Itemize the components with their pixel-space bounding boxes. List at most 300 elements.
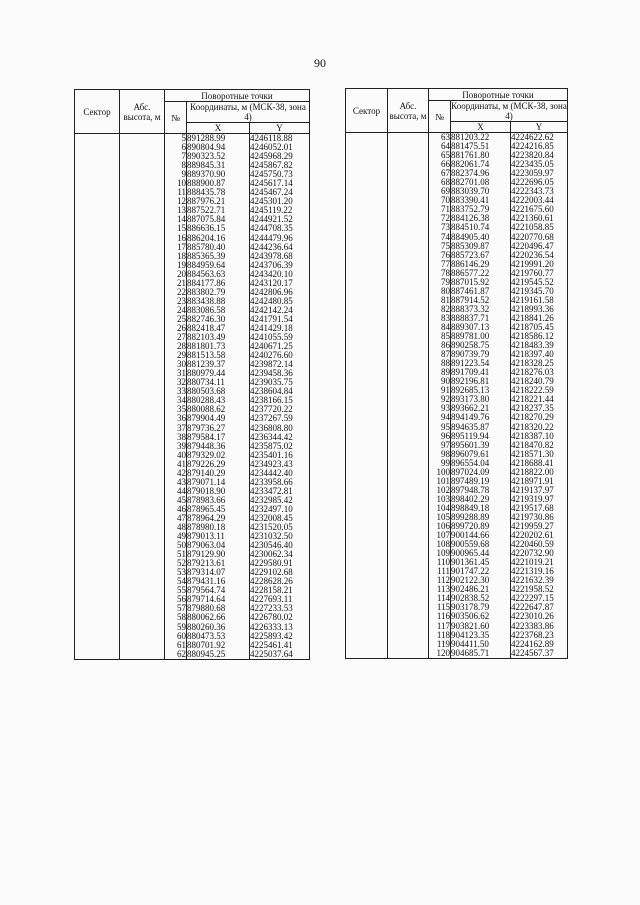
point-number: 41 <box>177 458 186 469</box>
y-value: 4218240.79 <box>511 376 554 387</box>
point-number: 33 <box>177 386 186 397</box>
x-value: 883390.41 <box>451 195 490 206</box>
point-number: 26 <box>177 322 186 333</box>
point-number: 72 <box>441 213 450 224</box>
x-value: 886577.22 <box>451 267 490 278</box>
x-value: 880979.44 <box>187 368 226 379</box>
y-value: 4226780.02 <box>250 612 293 623</box>
y-value: 4218328.25 <box>511 358 554 369</box>
point-number: 35 <box>177 404 186 415</box>
point-number: 34 <box>177 395 186 406</box>
y-value: 4227233.53 <box>250 603 293 614</box>
header-coordinates: Координаты, м (МСК-38, зона 4) <box>187 102 310 123</box>
header-number: № <box>165 102 187 134</box>
x-value: 884905.40 <box>451 231 490 242</box>
y-value: 4236808.80 <box>250 422 293 433</box>
y-value: 4238166.15 <box>250 395 293 406</box>
x-value: 892685.13 <box>451 385 490 396</box>
x-value: 879714.64 <box>187 594 226 605</box>
x-value: 885309.87 <box>451 240 490 251</box>
y-value: 4222647.87 <box>511 602 554 613</box>
y-value: 4241791.54 <box>250 313 293 324</box>
y-value: 4220460.59 <box>511 539 554 550</box>
x-value: 891288.99 <box>187 133 226 143</box>
x-value: 880473.53 <box>187 630 226 641</box>
point-number: 58 <box>177 612 186 623</box>
x-value: 879584.17 <box>187 431 226 442</box>
point-number: 22 <box>177 286 186 297</box>
y-value: 4218483.39 <box>511 340 554 351</box>
x-value: 902122.30 <box>451 575 490 586</box>
y-value: 4245750.73 <box>250 169 293 180</box>
point-number: 103 <box>436 493 450 504</box>
x-value: 881801.73 <box>187 341 226 352</box>
y-value: 4219545.52 <box>511 276 554 287</box>
point-number: 5 <box>181 133 186 143</box>
y-value: 4218470.82 <box>511 439 554 450</box>
x-value: 900144.66 <box>451 530 490 541</box>
point-number: 20 <box>177 268 186 279</box>
x-value: 885365.39 <box>187 250 226 261</box>
x-value: 902838.52 <box>451 593 490 604</box>
point-number: 32 <box>177 377 186 388</box>
y-value: 4224567.37 <box>511 647 554 658</box>
point-number: 60 <box>177 630 186 641</box>
sector-cell <box>75 134 120 660</box>
y-value: 4223435.05 <box>511 159 554 170</box>
y-value: 4231032.50 <box>250 531 293 542</box>
y-value: 4219517.68 <box>511 502 554 513</box>
x-value: 882061.74 <box>451 159 490 170</box>
y-value: 4219319.97 <box>511 493 554 504</box>
point-number: 102 <box>436 484 450 495</box>
point-number: 98 <box>441 448 450 459</box>
x-value: 890258.75 <box>451 340 490 351</box>
y-value: 4244236.64 <box>250 241 293 252</box>
point-number: 14 <box>177 214 186 225</box>
point-number: 90 <box>441 376 450 387</box>
x-value: 900965.44 <box>451 548 490 559</box>
y-value: 4220496.47 <box>511 240 554 251</box>
abs-height-cell <box>388 133 429 659</box>
y-value: 4244921.52 <box>250 214 293 225</box>
y-value: 4220202.61 <box>511 530 554 541</box>
y-value: 4222003.44 <box>511 195 554 206</box>
y-value: 4223010.26 <box>511 611 554 622</box>
x-value: 884177.86 <box>187 277 226 288</box>
y-value: 4221058.85 <box>511 222 554 233</box>
x-value: 889781.00 <box>451 331 490 342</box>
point-number: 97 <box>441 439 450 450</box>
y-value: 4224622.62 <box>511 132 554 142</box>
x-value: 879063.04 <box>187 540 226 551</box>
point-number: 59 <box>177 621 186 632</box>
y-value: 4230546.40 <box>250 540 293 551</box>
y-value: 4219730.86 <box>511 511 554 522</box>
x-value: 902486.21 <box>451 584 490 595</box>
x-value: 892196.81 <box>451 376 490 387</box>
y-value: 4218993.36 <box>511 303 554 314</box>
x-coordinate-list <box>451 133 510 658</box>
x-value: 886636.15 <box>187 223 226 234</box>
y-value: 4241055.59 <box>250 332 293 343</box>
point-number: 61 <box>177 639 186 650</box>
point-number: 99 <box>441 457 450 468</box>
y-value: 4218705.45 <box>511 321 554 332</box>
x-value: 886146.29 <box>451 258 490 269</box>
point-number: 91 <box>441 385 450 396</box>
y-value: 4237267.59 <box>250 413 293 424</box>
point-number-list <box>429 133 450 658</box>
x-value: 885780.40 <box>187 241 226 252</box>
y-value: 4245301.20 <box>250 196 293 207</box>
y-value: 4243978.68 <box>250 250 293 261</box>
x-coordinate-list <box>187 134 249 659</box>
point-number: 37 <box>177 422 186 433</box>
x-value: 881239.37 <box>187 359 226 370</box>
y-value: 4232497.10 <box>250 503 293 514</box>
x-value: 882374.96 <box>451 168 490 179</box>
point-number: 83 <box>441 312 450 323</box>
point-number: 36 <box>177 413 186 424</box>
x-value: 887461.87 <box>451 285 490 296</box>
y-coordinate-list <box>250 134 309 659</box>
x-value: 893662.21 <box>451 403 490 414</box>
point-number: 66 <box>441 159 450 170</box>
point-number: 114 <box>436 593 450 604</box>
point-number: 111 <box>437 566 450 577</box>
header-y: Y <box>250 123 310 134</box>
point-number: 31 <box>177 368 186 379</box>
x-value: 901361.45 <box>451 557 490 568</box>
x-value: 879448.36 <box>187 440 226 451</box>
y-value: 4219137.97 <box>511 484 554 495</box>
y-value: 4222343.73 <box>511 186 554 197</box>
x-value: 880088.62 <box>187 404 226 415</box>
x-value: 879213.61 <box>187 558 226 569</box>
x-value: 889307.13 <box>451 321 490 332</box>
point-number: 113 <box>436 584 450 595</box>
header-abs-height: Абс. высота, м <box>120 90 165 134</box>
point-number: 51 <box>177 549 186 560</box>
point-number: 84 <box>441 321 450 332</box>
point-number: 43 <box>177 476 186 487</box>
point-number: 92 <box>441 394 450 405</box>
y-value: 4218320.22 <box>511 421 554 432</box>
page-number: 90 <box>314 56 326 70</box>
y-value: 4221632.39 <box>511 575 554 586</box>
x-value: 897489.19 <box>451 475 490 486</box>
x-value: 894149.76 <box>451 412 490 423</box>
point-number: 89 <box>441 367 450 378</box>
point-number: 69 <box>441 186 450 197</box>
y-value: 4221958.52 <box>511 584 554 595</box>
sector-cell <box>346 133 388 659</box>
point-number: 87 <box>441 349 450 360</box>
point-number: 15 <box>177 223 186 234</box>
point-number: 76 <box>441 249 450 260</box>
y-value: 4220770.68 <box>511 231 554 242</box>
point-number: 9 <box>181 169 186 180</box>
x-value: 879329.02 <box>187 449 226 460</box>
point-number: 80 <box>441 285 450 296</box>
x-value: 890739.79 <box>451 349 490 360</box>
x-value: 882418.47 <box>187 322 226 333</box>
point-number: 10 <box>177 178 186 189</box>
x-value: 880260.36 <box>187 621 226 632</box>
x-value: 888900.87 <box>187 178 226 189</box>
point-number: 100 <box>436 466 450 477</box>
x-value: 904685.71 <box>451 647 490 658</box>
x-value: 883039.70 <box>451 186 490 197</box>
point-number: 63 <box>441 132 450 142</box>
abs-height-cell <box>120 134 165 660</box>
point-number: 55 <box>177 585 186 596</box>
point-number: 82 <box>441 303 450 314</box>
x-value: 900559.68 <box>451 539 490 550</box>
point-number: 118 <box>436 629 450 640</box>
y-value: 4245119.22 <box>250 205 293 216</box>
x-value: 879904.49 <box>187 413 226 424</box>
x-value: 880288.43 <box>187 395 226 406</box>
point-number: 50 <box>177 540 186 551</box>
x-value: 884126.38 <box>451 213 490 224</box>
point-number: 70 <box>441 195 450 206</box>
y-value: 4219959.27 <box>511 521 554 532</box>
x-value: 880734.11 <box>187 377 225 388</box>
point-number: 48 <box>177 522 186 533</box>
y-value: 4225461.41 <box>250 639 293 650</box>
point-number: 44 <box>177 485 186 496</box>
header-coordinates: Координаты, м (МСК-38, зона 4) <box>451 101 567 121</box>
point-number: 79 <box>441 276 450 287</box>
point-number: 25 <box>177 313 186 324</box>
y-value: 4240671.25 <box>250 341 293 352</box>
y-value: 4218222.59 <box>511 385 554 396</box>
y-value: 4221360.61 <box>511 213 554 224</box>
y-value: 4244479.96 <box>250 232 293 243</box>
point-number: 38 <box>177 431 186 442</box>
point-number: 19 <box>177 259 186 270</box>
y-value: 4233958.66 <box>250 476 293 487</box>
y-value: 4221019.21 <box>511 557 554 568</box>
y-value: 4230062.34 <box>250 549 293 560</box>
x-value: 881513.58 <box>187 350 226 361</box>
y-value: 4219161.58 <box>511 294 554 305</box>
y-value: 4243706.39 <box>250 259 293 270</box>
point-number: 88 <box>441 358 450 369</box>
y-value: 4245467.24 <box>250 187 293 198</box>
header-sector: Сектор <box>75 90 120 134</box>
x-value: 893173.80 <box>451 394 490 405</box>
point-number: 28 <box>177 341 186 352</box>
y-value: 4220732.90 <box>511 548 554 559</box>
y-value: 4219760.77 <box>511 267 554 278</box>
x-value: 894635.87 <box>451 421 490 432</box>
y-value: 4224216.85 <box>511 141 554 152</box>
y-value: 4238604.84 <box>250 386 293 397</box>
point-number: 106 <box>436 521 450 532</box>
y-value: 4224162.89 <box>511 638 554 649</box>
point-number: 57 <box>177 603 186 614</box>
coordinates-table-left <box>74 89 310 660</box>
x-value: 884510.74 <box>451 222 490 233</box>
x-value: 879736.27 <box>187 422 226 433</box>
x-value: 884563.63 <box>187 268 226 279</box>
point-number: 71 <box>441 204 450 215</box>
point-number: 49 <box>177 531 186 542</box>
point-number: 64 <box>441 141 450 152</box>
header-turning-points: Поворотные точки <box>165 90 310 102</box>
y-value: 4245968.29 <box>250 151 293 162</box>
y-value: 4218387.10 <box>511 430 554 441</box>
point-number: 27 <box>177 332 186 343</box>
header-turning-points: Поворотные точки <box>429 89 568 101</box>
x-value: 878980.18 <box>187 522 226 533</box>
x-value: 883752.79 <box>451 204 490 215</box>
point-number: 7 <box>181 151 186 162</box>
x-value: 891709.41 <box>451 367 490 378</box>
x-value: 888373.32 <box>451 303 490 314</box>
x-value: 903821.60 <box>451 620 490 631</box>
y-value: 4242480.85 <box>250 295 293 306</box>
y-value: 4241429.18 <box>250 322 293 333</box>
x-value: 879564.74 <box>187 585 226 596</box>
y-value: 4229102.68 <box>250 567 293 578</box>
point-number: 65 <box>441 150 450 161</box>
y-value: 4245617.14 <box>250 178 293 189</box>
point-number: 67 <box>441 168 450 179</box>
y-value: 4223820.84 <box>511 150 554 161</box>
point-number: 110 <box>436 557 450 568</box>
x-value: 897024.09 <box>451 466 490 477</box>
y-value: 4219345.70 <box>511 285 554 296</box>
header-sector: Сектор <box>346 89 388 133</box>
y-value: 4239872.14 <box>250 359 293 370</box>
point-number: 120 <box>436 647 450 658</box>
point-number-list <box>165 134 186 659</box>
y-value: 4232985.42 <box>250 494 293 505</box>
x-value: 898849.18 <box>451 502 490 513</box>
y-value: 4235875.02 <box>250 440 293 451</box>
point-number: 42 <box>177 467 186 478</box>
point-number: 21 <box>177 277 186 288</box>
y-value: 4218586.12 <box>511 331 554 342</box>
point-number: 73 <box>441 222 450 233</box>
point-number: 93 <box>441 403 450 414</box>
y-value: 4236344.42 <box>250 431 293 442</box>
x-value: 895119.94 <box>451 430 489 441</box>
y-value: 4234923.43 <box>250 458 293 469</box>
x-value: 883802.79 <box>187 286 226 297</box>
x-value: 899720.89 <box>451 521 490 532</box>
point-number: 39 <box>177 440 186 451</box>
x-value: 901747.22 <box>451 566 490 577</box>
x-value: 890323.52 <box>187 151 226 162</box>
point-number: 53 <box>177 567 186 578</box>
x-value: 890804.94 <box>187 142 226 153</box>
x-value: 881761.80 <box>451 150 490 161</box>
point-number: 46 <box>177 503 186 514</box>
coordinates-table-right <box>345 88 568 659</box>
x-value: 889370.90 <box>187 169 226 180</box>
point-number: 16 <box>177 232 186 243</box>
y-value: 4218221.44 <box>511 394 554 405</box>
point-number: 112 <box>436 575 450 586</box>
y-value: 4220236.54 <box>511 249 554 260</box>
x-value: 898402.29 <box>451 493 490 504</box>
y-value: 4231520.05 <box>250 522 293 533</box>
x-value: 888837.71 <box>451 312 490 323</box>
point-number: 62 <box>177 648 186 659</box>
x-value: 897948.78 <box>451 484 490 495</box>
header-y: Y <box>511 122 568 133</box>
point-number: 17 <box>177 241 186 252</box>
x-value: 882103.49 <box>187 332 226 343</box>
point-number: 29 <box>177 350 186 361</box>
y-value: 4218571.30 <box>511 448 554 459</box>
x-value: 899288.89 <box>451 511 490 522</box>
x-value: 885723.67 <box>451 249 490 260</box>
point-number: 11 <box>177 187 186 198</box>
y-value: 4245867.82 <box>250 160 293 171</box>
y-value: 4222297.15 <box>511 593 554 604</box>
y-value: 4228628.26 <box>250 576 293 587</box>
x-value: 879880.68 <box>187 603 226 614</box>
y-value: 4235401.16 <box>250 449 293 460</box>
x-value: 888435.78 <box>187 187 226 198</box>
y-value: 4223768.23 <box>511 629 554 640</box>
y-value: 4225893.42 <box>250 630 293 641</box>
x-value: 878964.29 <box>187 512 226 523</box>
y-value: 4218397.40 <box>511 349 554 360</box>
y-value: 4223383.86 <box>511 620 554 631</box>
x-value: 904411.50 <box>451 638 489 649</box>
y-value: 4226333.13 <box>250 621 293 632</box>
x-value: 904123.35 <box>451 629 490 640</box>
x-value: 887015.92 <box>451 276 490 287</box>
y-value: 4219991.20 <box>511 258 554 269</box>
point-number: 68 <box>441 177 450 188</box>
point-number: 119 <box>436 638 450 649</box>
point-number: 12 <box>177 196 186 207</box>
x-value: 886204.16 <box>187 232 226 243</box>
y-value: 4228158.21 <box>250 585 293 596</box>
x-value: 879226.29 <box>187 458 226 469</box>
x-value: 879013.11 <box>187 531 225 542</box>
header-number: № <box>429 101 451 133</box>
point-number: 86 <box>441 340 450 351</box>
y-value: 4233472.81 <box>250 485 293 496</box>
y-value: 4221675.60 <box>511 204 554 215</box>
point-number: 30 <box>177 359 186 370</box>
x-value: 880701.92 <box>187 639 226 650</box>
point-number: 18 <box>177 250 186 261</box>
y-value: 4218841.26 <box>511 312 554 323</box>
x-value: 879140.29 <box>187 467 226 478</box>
point-number: 8 <box>181 160 186 171</box>
point-number: 74 <box>441 231 450 242</box>
x-value: 887976.21 <box>187 196 226 207</box>
point-number: 108 <box>436 539 450 550</box>
point-number: 104 <box>436 502 450 513</box>
x-value: 879431.16 <box>187 576 226 587</box>
point-number: 77 <box>441 258 450 269</box>
x-value: 903178.79 <box>451 602 490 613</box>
x-value: 887914.52 <box>451 294 490 305</box>
y-value: 4218270.29 <box>511 412 554 423</box>
x-value: 881203.22 <box>451 132 490 142</box>
